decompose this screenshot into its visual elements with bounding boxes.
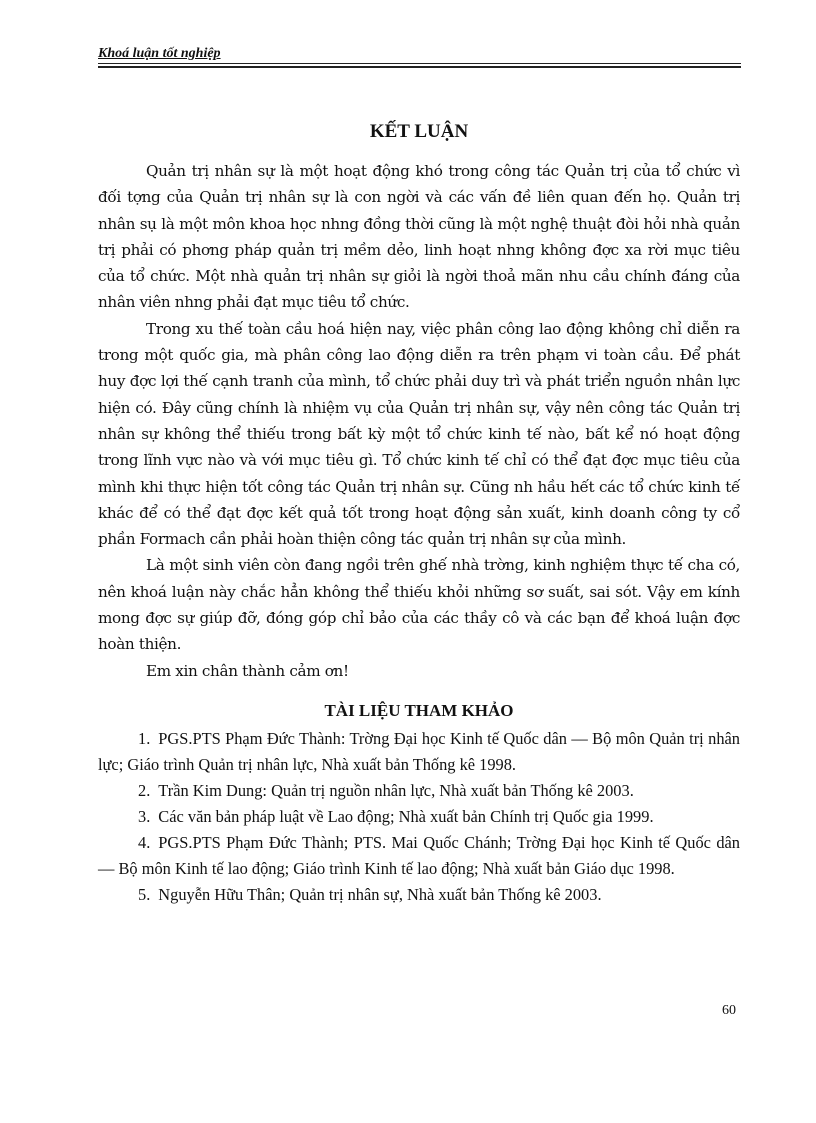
reference-number: 3. [138,806,151,826]
conclusion-paragraph-3: Là một sinh viên còn đang ngồi trên ghế nhà trờng, kinh nghiệm thực tế cha có, nên khoá luận này chắc hẳn không thể thiếu khỏi những sơ suất, sai sót. Vậy em kính mong đợc sự giúp đỡ, đóng góp chỉ bảo của các thầy cô và các bạn để khoá luận đợc hoàn thiện. [98,556,740,654]
conclusion-paragraph-2: Trong xu thế toàn cầu hoá hiện nay, việc phân công lao động không chỉ diễn ra trong một quốc gia, mà phân công lao động diễn ra trên phạm vi toàn cầu. Để phát huy đợc lợi thế cạnh tranh của mình, tổ chức phải duy trì và phát triển nguồn nhân lực hiện có. Đây cũng chính là nhiệm vụ của Quản trị nhân sự, vậy nên công tác Quản trị nhân sự không thể thiếu trong bất kỳ một tổ chức kinh tế nào, bất kể nó hoạt động trong lĩnh vực nào và với mục tiêu gì. Tổ chức kinh tế chỉ có thể đạt đợc mục tiêu của mình khi thực hiện tốt công tác Quản trị nhân sự. Cũng nh hầu hết các tổ chức kinh tế khác để có thể đạt đợc kết quả tốt trong hoạt động sản xuất, kinh doanh công ty cổ phần Formach cần phải hoàn thiện công tác quản trị nhân sự của mình. [98,319,740,549]
reference-item [98,726,740,778]
references-title: TÀI LIỆU THAM KHẢO [324,700,514,720]
reference-number: 1. [138,728,151,748]
reference-text: PGS.PTS Phạm Đức Thành; PTS. Mai Quốc Chánh; Trờng Đại học Kinh tế Quốc dân — Bộ môn Kinh tế lao động; Giáo trình Kinh tế lao động; Nhà xuất bản Giáo dục 1998. [98,832,740,878]
reference-item [98,830,740,882]
reference-text: PGS.PTS Phạm Đức Thành: Trờng Đại học Kinh tế Quốc dân — Bộ môn Quản trị nhân lực; Giáo trình Quản trị nhân lực, Nhà xuất bản Thống kê 1998. [98,728,740,774]
references-list [98,726,740,908]
reference-text: Các văn bản pháp luật về Lao động; Nhà xuất bản Chính trị Quốc gia 1999. [158,806,654,826]
reference-text: Nguyễn Hữu Thân; Quản trị nhân sự, Nhà xuất bản Thống kê 2003. [158,884,602,904]
reference-number: 5. [138,884,151,904]
reference-text: Trần Kim Dung: Quản trị nguồn nhân lực, Nhà xuất bản Thống kê 2003. [158,780,634,800]
conclusion-title: KẾT LUẬN [369,121,469,142]
reference-item [98,778,740,804]
page-number: 60 [722,1003,736,1018]
conclusion-paragraph-1: Quản trị nhân sự là một hoạt động khó trong công tác Quản trị của tổ chức vì đối tợng của Quản trị nhân sự là con ngời và các vấn đề liên quan đến họ. Quản trị nhân sụ là một môn khoa học nhng đồng thời cũng là một nghệ thuật đòi hỏi nhà quản trị phải có phơng pháp quản trị mềm dẻo, linh hoạt nhng không đợc xa rời mục tiêu của tổ chức. Một nhà quản trị nhân sự giỏi là ngời thoả mãn nhu cầu chính đáng của nhân viên nhng phải đạt mục tiêu tổ chức. [98,162,740,312]
header-title: Khoá luận tốt nghiệp [98,46,221,61]
header-rule [98,63,741,64]
page-content [98,118,740,908]
conclusion-paragraph-4: Em xin chân thành cảm ơn! [146,661,349,680]
reference-number: 2. [138,780,151,800]
reference-number: 4. [138,832,151,852]
page-header [98,45,741,63]
header-rule-thick [98,66,741,68]
reference-item [98,804,740,830]
reference-item [98,882,740,908]
